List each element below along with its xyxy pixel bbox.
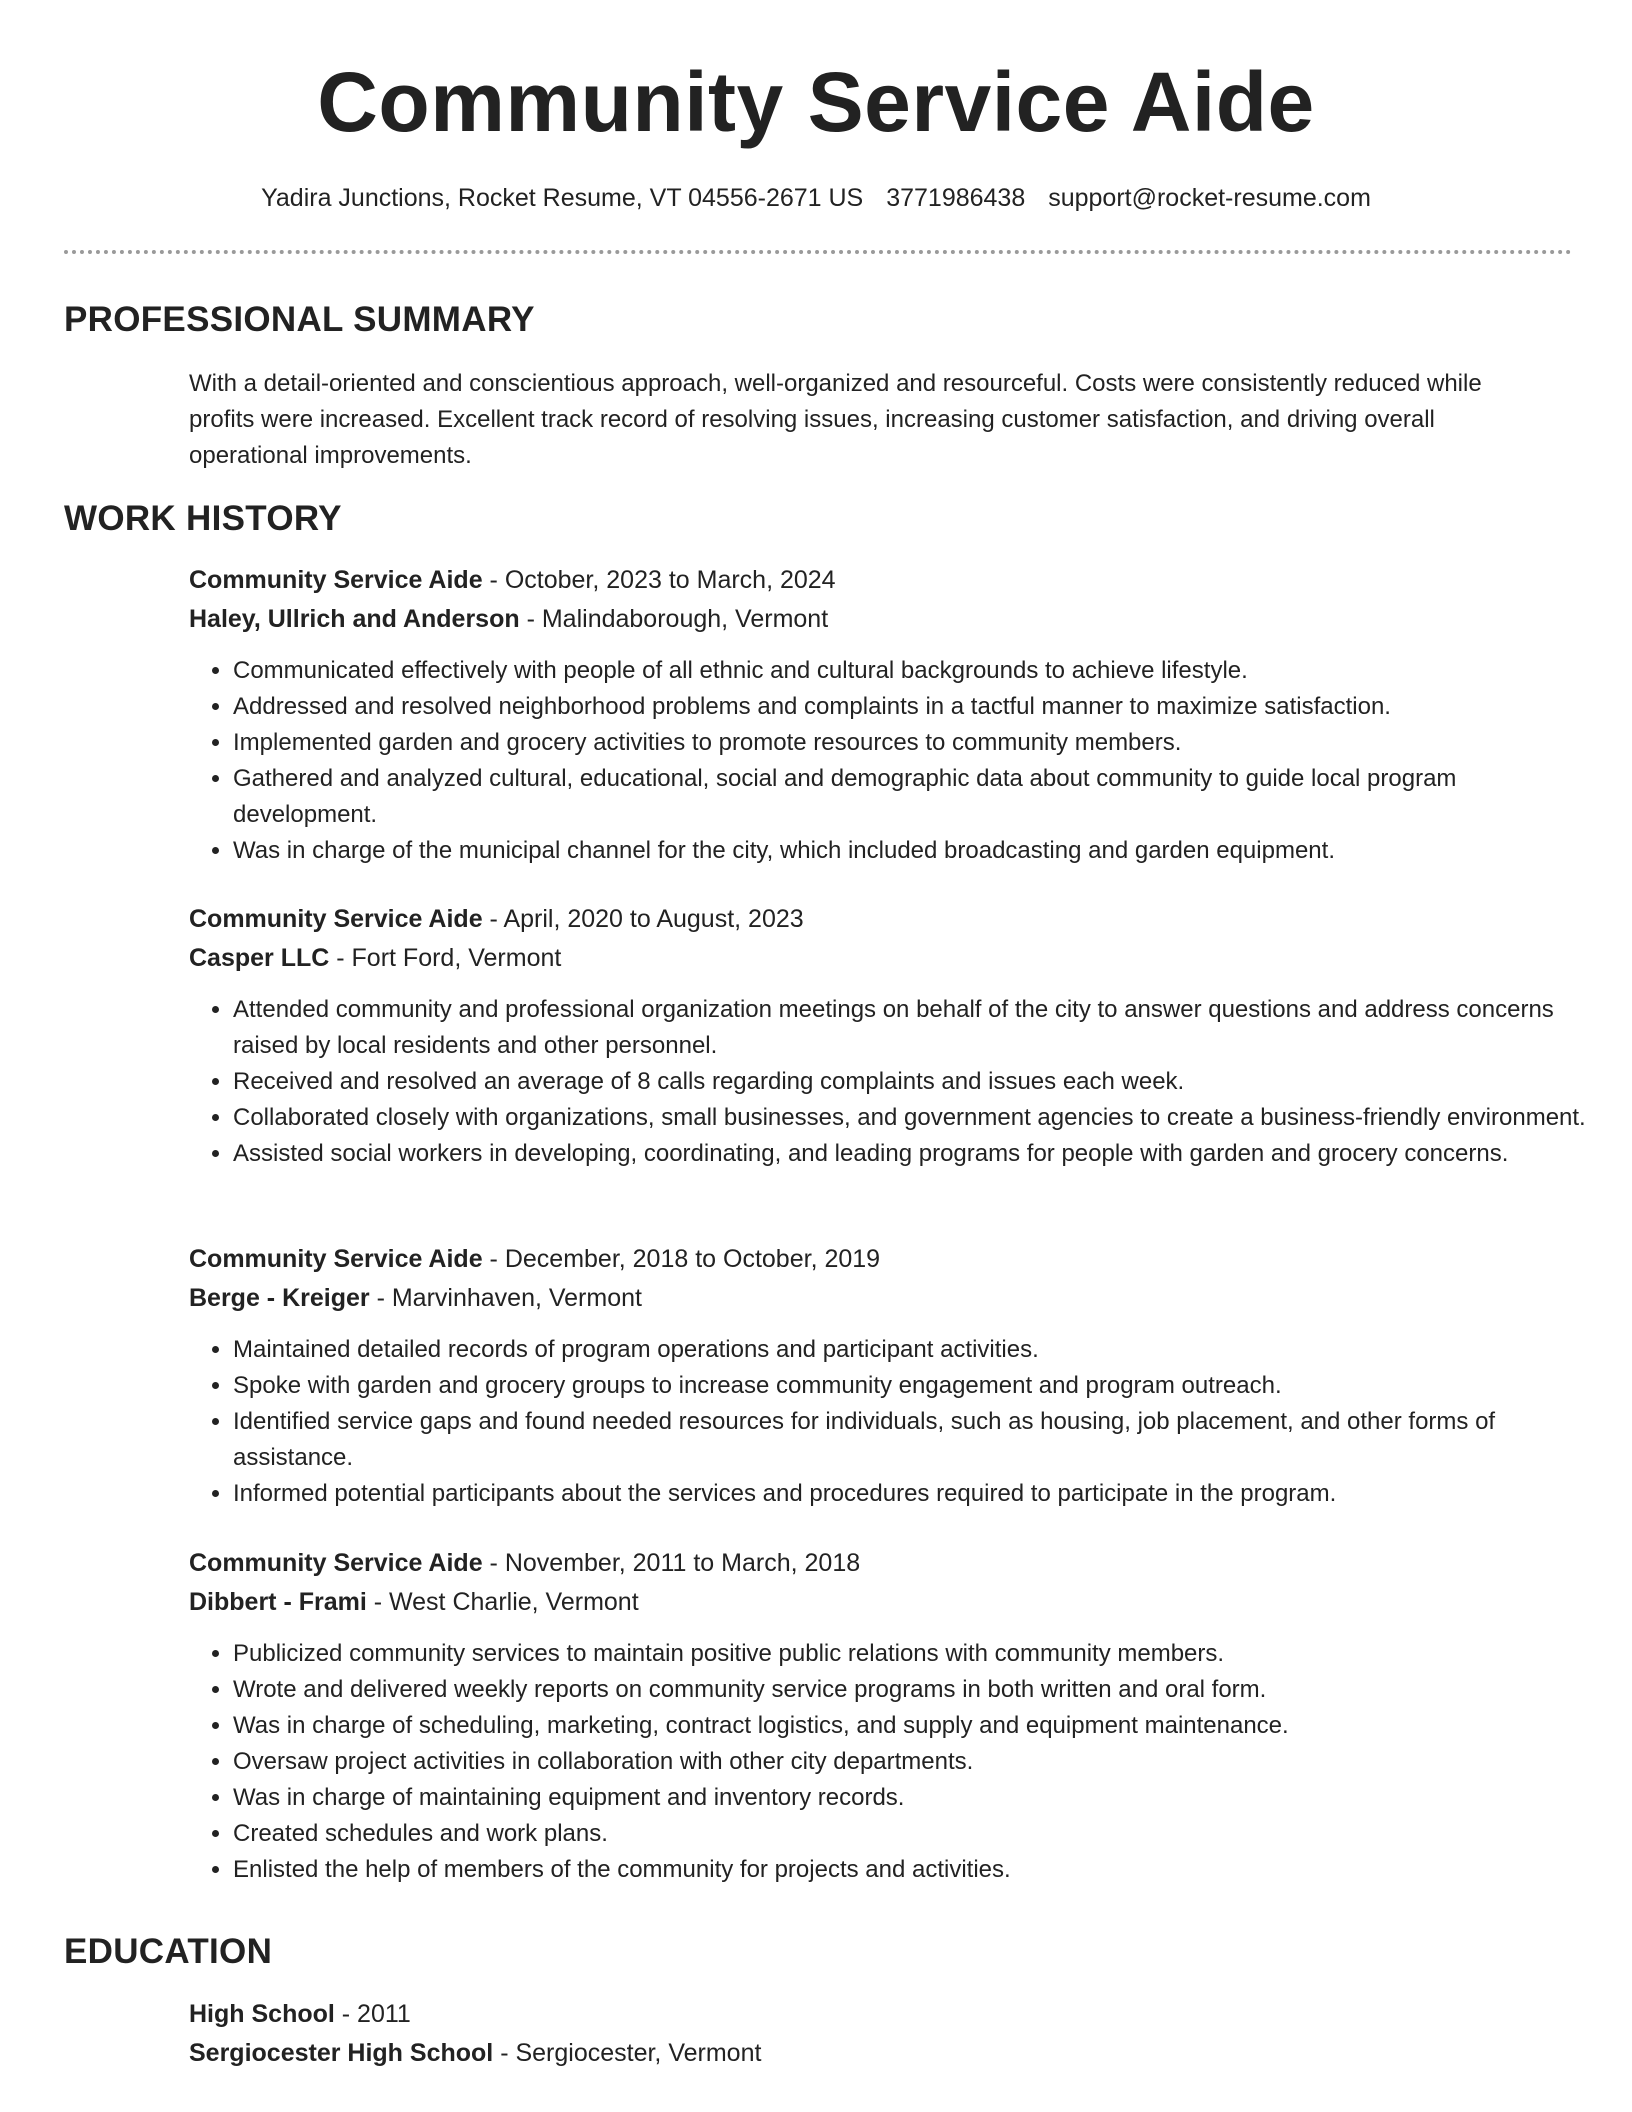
education-heading: EDUCATION <box>64 1932 273 1971</box>
job-role: Community Service Aide <box>189 1245 483 1273</box>
duty-item: • Communicated effectively with people of all ethnic and cultural backgrounds to achieve lifestyle. <box>233 653 1593 689</box>
summary-heading: PROFESSIONAL SUMMARY <box>64 300 535 339</box>
duty-item: • Created schedules and work plans. <box>233 1816 1593 1852</box>
job-entry <box>189 561 1589 869</box>
education-school: Sergiocester High School <box>189 2039 494 2067</box>
duty-item: • Attended community and professional organization meetings on behalf of the city to answer questions and address concerns raised by local residents and other personnel. <box>233 992 1593 1064</box>
job-role: Community Service Aide <box>189 1549 483 1577</box>
job-dates: - December, 2018 to October, 2019 <box>482 1245 881 1273</box>
duty-item: • Implemented garden and grocery activities to promote resources to community members. <box>233 725 1593 761</box>
duty-item: • Addressed and resolved neighborhood problems and complaints in a tactful manner to maximize satisfaction. <box>233 689 1593 725</box>
job-location: - Malindaborough, Vermont <box>519 605 829 633</box>
job-title-line <box>189 561 1589 600</box>
duty-item: • Received and resolved an average of 8 calls regarding complaints and issues each week. <box>233 1064 1593 1100</box>
education-school-line <box>189 2034 1549 2073</box>
contact-line <box>0 180 1632 216</box>
header-divider <box>64 250 1572 254</box>
duty-item: • Collaborated closely with organizations, small businesses, and government agencies to create a business-friendly environment. <box>233 1100 1593 1136</box>
job-dates: - April, 2020 to August, 2023 <box>482 905 804 933</box>
job-company-line <box>189 1583 1589 1622</box>
contact-phone: 3771986438 <box>886 184 1026 212</box>
work-history-heading: WORK HISTORY <box>64 499 342 538</box>
duty-item: • Was in charge of scheduling, marketing, contract logistics, and supply and equipment maintenance. <box>233 1708 1593 1744</box>
duty-item: • Publicized community services to maintain positive public relations with community members. <box>233 1636 1593 1672</box>
job-company-line <box>189 939 1589 978</box>
job-location: - Marvinhaven, Vermont <box>369 1284 642 1312</box>
job-dates: - October, 2023 to March, 2024 <box>482 566 836 594</box>
job-company-line <box>189 1279 1589 1318</box>
job-company-line <box>189 600 1589 639</box>
job-company: Casper LLC <box>189 944 330 972</box>
duty-item: • Was in charge of maintaining equipment and inventory records. <box>233 1780 1593 1816</box>
candidate-name: Community Service Aide <box>317 55 1315 149</box>
job-duties <box>189 653 1589 869</box>
job-company: Berge - Kreiger <box>189 1284 370 1312</box>
duty-item: • Wrote and delivered weekly reports on community service programs in both written and oral form. <box>233 1672 1593 1708</box>
job-title-line <box>189 1544 1589 1583</box>
education-degree: High School <box>189 2000 335 2028</box>
job-location: - West Charlie, Vermont <box>366 1588 639 1616</box>
job-role: Community Service Aide <box>189 905 483 933</box>
job-company: Haley, Ullrich and Anderson <box>189 605 520 633</box>
duty-item: • Maintained detailed records of program operations and participant activities. <box>233 1332 1593 1368</box>
duty-item: • Spoke with garden and grocery groups to increase community engagement and program outreach. <box>233 1368 1593 1404</box>
contact-address: Yadira Junctions, Rocket Resume, VT 04556-2671 US <box>261 184 864 212</box>
job-entry <box>189 900 1589 1172</box>
education-degree-line <box>189 1995 1549 2034</box>
job-location: - Fort Ford, Vermont <box>329 944 562 972</box>
education-year: - 2011 <box>334 2000 411 2028</box>
duty-item: • Gathered and analyzed cultural, educational, social and demographic data about community to guide local program development. <box>233 761 1593 833</box>
duty-item: • Identified service gaps and found needed resources for individuals, such as housing, job placement, and other forms of assistance. <box>233 1404 1593 1476</box>
job-dates: - November, 2011 to March, 2018 <box>482 1549 861 1577</box>
summary-text: With a detail-oriented and conscientious approach, well-organized and resourceful. Costs were consistently reduced while profits were increased. Excellent track record of resolving issues, increasing customer satisfaction, and driving overall operational improvements. <box>189 370 1482 469</box>
duty-item: • Enlisted the help of members of the community for projects and activities. <box>233 1852 1593 1888</box>
job-title-line <box>189 1240 1589 1279</box>
job-duties <box>189 992 1589 1172</box>
job-duties <box>189 1332 1589 1512</box>
job-title-line <box>189 900 1589 939</box>
job-company: Dibbert - Frami <box>189 1588 367 1616</box>
job-entry <box>189 1544 1589 1888</box>
education-entry <box>189 1995 1549 2073</box>
job-role: Community Service Aide <box>189 566 483 594</box>
job-duties <box>189 1636 1589 1888</box>
duty-item: • Oversaw project activities in collaboration with other city departments. <box>233 1744 1593 1780</box>
contact-email: support@rocket-resume.com <box>1048 184 1371 212</box>
job-entry <box>189 1240 1589 1512</box>
duty-item: • Was in charge of the municipal channel for the city, which included broadcasting and garden equipment. <box>233 833 1593 869</box>
education-location: - Sergiocester, Vermont <box>493 2039 762 2067</box>
duty-item: • Informed potential participants about the services and procedures required to participate in the program. <box>233 1476 1593 1512</box>
duty-item: • Assisted social workers in developing, coordinating, and leading programs for people with garden and grocery concerns. <box>233 1136 1593 1172</box>
